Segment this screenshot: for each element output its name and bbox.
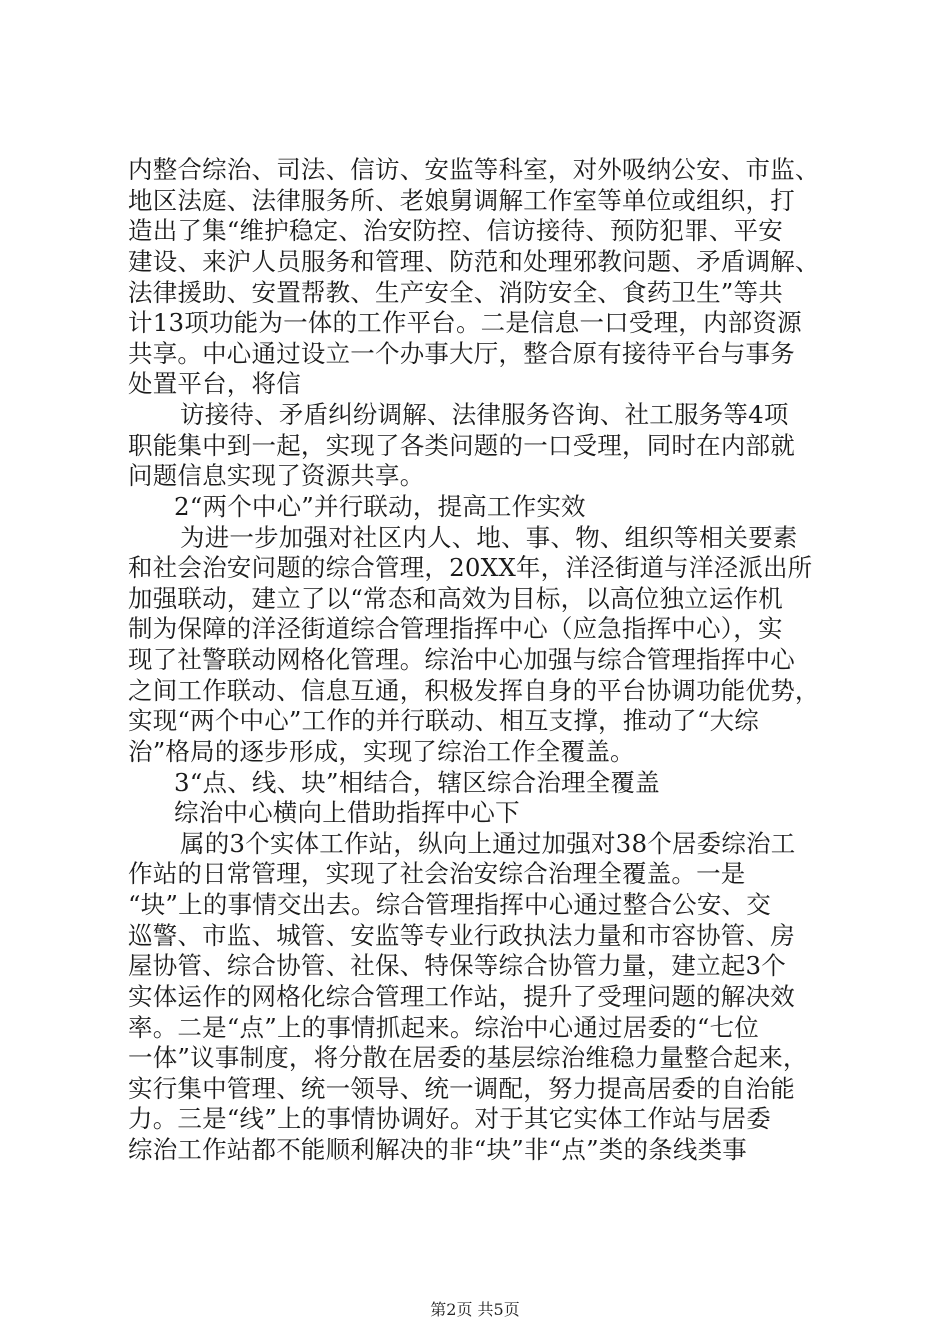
text-line: 加强联动，建立了以“常态和高效为目标，以高位独立运作机 — [128, 584, 783, 613]
text-line: 屋协管、综合协管、社保、特保等综合协管力量，建立起3个 — [128, 951, 786, 980]
text-line: 职能集中到一起，实现了各类问题的一口受理，同时在内部就 — [128, 431, 795, 460]
text-line: 之间工作联动、信息互通，积极发挥自身的平台协调功能优势， — [128, 676, 820, 705]
text-line: 访接待、矛盾纠纷调解、法律服务咨询、社工服务等4项 — [180, 400, 789, 429]
text-line: 共享。中心通过设立一个办事大厅，整合原有接待平台与事务 — [128, 339, 795, 368]
text-line: 为进一步加强对社区内人、地、事、物、组织等相关要素 — [180, 523, 798, 552]
text-line: 属的3个实体工作站，纵向上通过加强对38个居委综治工 — [180, 829, 796, 858]
text-line: 实体运作的网格化综合管理工作站，提升了受理问题的解决效 — [128, 982, 795, 1011]
text-line: 综治中心横向上借助指挥中心下 — [174, 798, 520, 827]
text-line: 处置平台，将信 — [128, 369, 301, 398]
text-line: 率。二是“点”上的事情抓起来。综治中心通过居委的“七位 — [128, 1013, 759, 1042]
text-line: 2“两个中心”并行联动，提高工作实效 — [174, 492, 586, 521]
text-line: 内整合综治、司法、信访、安监等科室，对外吸纳公安、市监、 — [128, 155, 820, 184]
text-line: 作站的日常管理，实现了社会治安综合治理全覆盖。一是 — [128, 859, 746, 888]
text-line: 计13项功能为一体的工作平台。二是信息一口受理，内部资源 — [128, 308, 802, 337]
text-line: 治”格局的逐步形成，实现了综治工作全覆盖。 — [128, 737, 635, 766]
text-line: 法律援助、安置帮教、生产安全、消防安全、食药卫生”等共 — [128, 278, 783, 307]
text-line: 综治工作站都不能顺利解决的非“块”非“点”类的条线类事 — [128, 1135, 747, 1164]
text-line: 巡警、市监、城管、安监等专业行政执法力量和市容协管、房 — [128, 921, 795, 950]
text-line: 和社会治安问题的综合管理，20XX年，洋泾街道与洋泾派出所 — [128, 553, 813, 582]
page-footer: 第2页 共5页 — [430, 1300, 520, 1319]
text-line: 实现“两个中心”工作的并行联动、相互支撑，推动了“大综 — [128, 706, 759, 735]
text-line: 建设、来沪人员服务和管理、防范和处理邪教问题、矛盾调解、 — [128, 247, 820, 276]
text-line: 造出了集“维护稳定、治安防控、信访接待、预防犯罪、平安 — [128, 216, 783, 245]
text-line: 3“点、线、块”相结合，辖区综合治理全覆盖 — [174, 768, 660, 797]
text-line: 问题信息实现了资源共享。 — [128, 461, 425, 490]
text-line: 现了社警联动网格化管理。综治中心加强与综合管理指挥中心 — [128, 645, 795, 674]
text-line: “块”上的事情交出去。综合管理指挥中心通过整合公安、交 — [128, 890, 771, 919]
text-line: 制为保障的洋泾街道综合管理指挥中心（应急指挥中心），实 — [128, 614, 783, 643]
text-line: 一体”议事制度，将分散在居委的基层综治维稳力量整合起来， — [128, 1043, 808, 1072]
text-line: 力。三是“线”上的事情协调好。对于其它实体工作站与居委 — [128, 1104, 771, 1133]
text-line: 地区法庭、法律服务所、老娘舅调解工作室等单位或组织，打 — [128, 186, 795, 215]
text-line: 实行集中管理、统一领导、统一调配，努力提高居委的自治能 — [128, 1074, 795, 1103]
